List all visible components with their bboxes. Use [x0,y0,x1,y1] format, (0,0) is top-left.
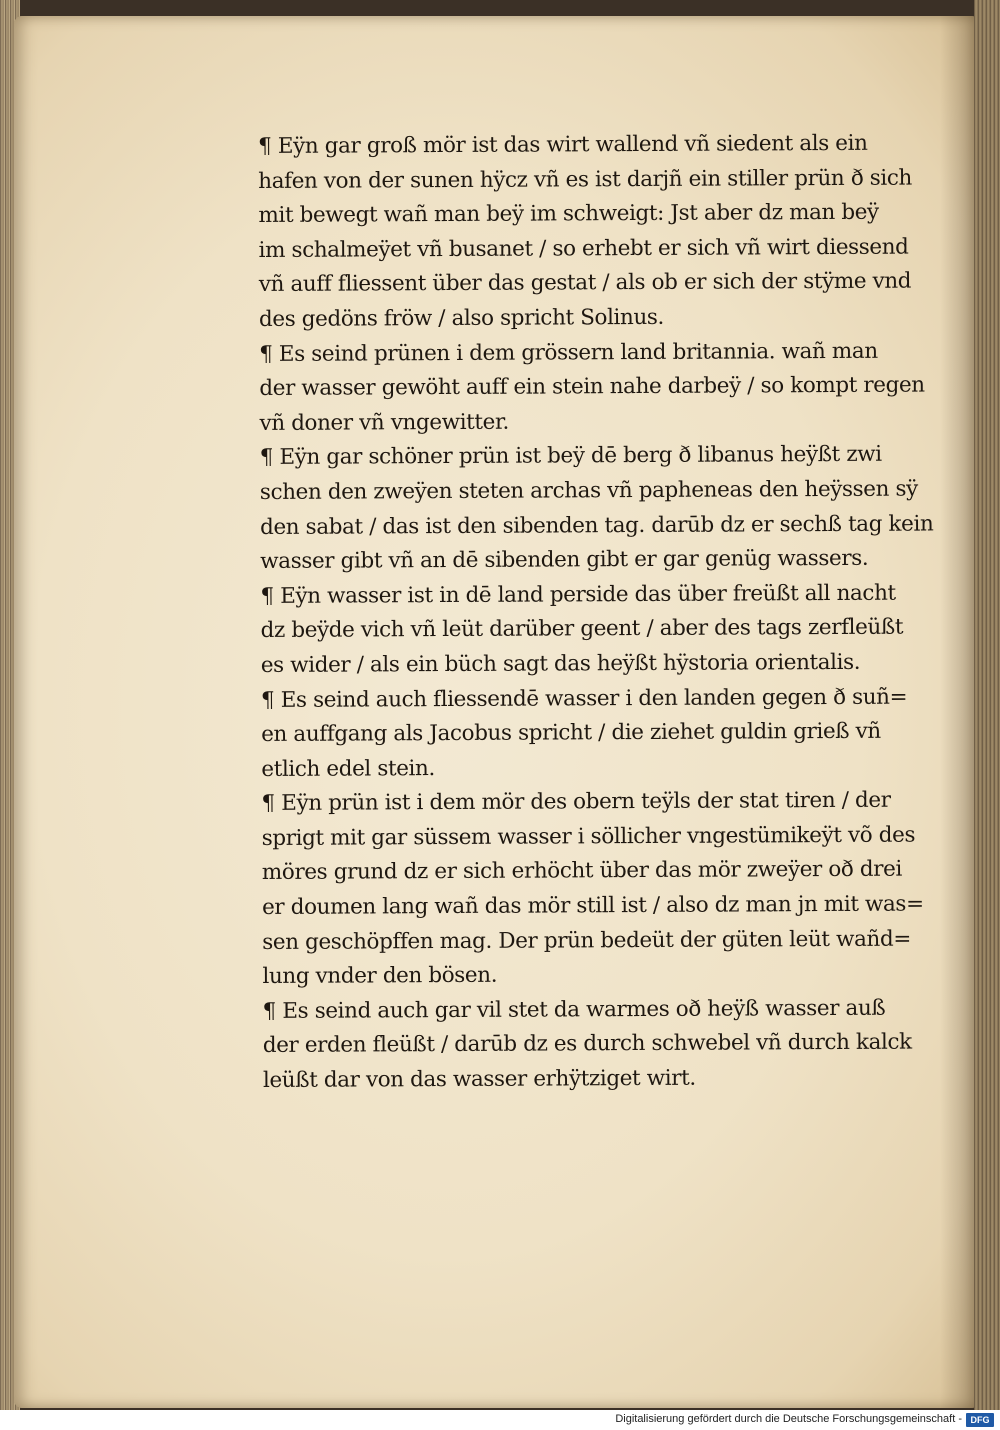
text-line: ¶ Es seind auch gar vil stet da warmes oð heÿß wasser auß [262,995,886,1024]
text-line: mit bewegt wañ man beÿ im schweigt: Jst aber dz man beÿ [258,199,879,229]
text-line: etlich edel stein. [261,755,435,782]
text-line: möres grund dz er sich erhöcht über das mör zweÿer oð drei [261,857,902,886]
text-line: wasser gibt vñ an dē sibenden gibt er gar genüg wassers. [260,545,869,575]
text-line: der wasser gewöht auff ein stein nahe darbeÿ / so kompt regen [259,372,925,402]
text-line: sen geschöpffen mag. Der prün bedeüt der güten leüt wañd= [262,926,911,955]
text-line: im schalmeÿet vñ busanet / so erhebt er sich vñ wirt diessend [258,234,909,263]
text-line: ¶ Es seind prünen i dem grössern land britannia. wañ man [259,338,878,367]
text-line: lung vnder den bösen. [262,963,498,990]
gutter-shadow [940,16,976,1408]
text-line: der erden fleüßt / darūb dz es durch schwebel vñ durch kalck [262,1030,912,1059]
text-line: er doumen lang wañ das mör still ist / also dz man jn mit was= [262,891,924,921]
text-line: des gedöns fröw / also spricht Solinus. [258,304,665,332]
text-line: ¶ Eÿn prün ist i dem mör des obern teÿls der stat tiren / der [261,787,891,817]
text-line: ¶ Eÿn gar groß mör ist das wirt wallend vñ siedent als ein [258,130,868,159]
text-line: en auffgang als Jacobus spricht / die ziehet guldin grieß vñ [261,718,881,748]
page-text [258,127,934,1099]
text-line: leüßt dar von das wasser erhÿtziget wirt. [262,1065,696,1094]
text-line: den sabat / das ist den sibenden tag. darūb dz er sechß tag kein [260,511,934,540]
book-edge-right [974,0,1000,1410]
dfg-logo-icon[interactable]: DFG [966,1413,994,1427]
text-line: es wider / als ein büch sagt das heÿßt hÿstoria orientalis. [260,649,861,678]
text-line: ¶ Es seind auch fliessendē wasser i den landen gegen ð suñ= [260,684,908,713]
text-line: hafen von der sunen hÿcz vñ es ist darjñ ein stiller prün ð sich [258,165,913,194]
text-line: ¶ Eÿn gar schöner prün ist beÿ dē berg ð libanus heÿßt zwi [259,442,882,471]
text-line: sprigt mit gar süssem wasser i söllicher vngestümikeÿt võ des [261,822,916,851]
text-line: vñ auff fliessent über das gestat / als ob er sich der stÿme vnd [258,268,912,298]
footer-bar [0,1410,1000,1430]
text-line: schen den zweÿen steten archas vñ papheneas den heÿssen sÿ [259,476,918,505]
funding-credit: Digitalisierung gefördert durch die Deutsche Forschungsgemeinschaft - [615,1413,962,1425]
text-line: dz beÿde vich vñ leüt darüber geent / aber des tags zerfleüßt [260,614,904,644]
text-line: ¶ Eÿn wasser ist in dē land perside das über freüßt all nacht [260,580,896,609]
text-line: vñ doner vñ vngewitter. [259,409,509,436]
